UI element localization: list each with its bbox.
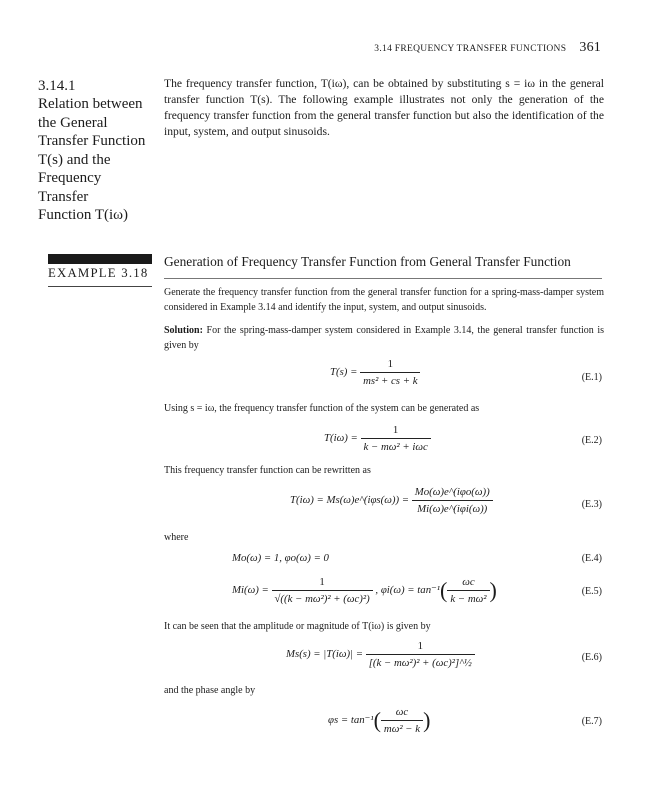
example-statement: Generate the frequency transfer function from the general transfer function for a spring-mass-damper system considered in Example 3.14 and identify the input, system, and output sinusoids.	[164, 287, 604, 313]
fraction-denominator: Mi(ω)e^(iφi(ω))	[412, 500, 493, 515]
fraction-denominator: k − mω²	[447, 590, 489, 605]
example-divider	[48, 286, 152, 287]
equation-tag: (E.7)	[581, 716, 602, 727]
equation-lhs: φs = tan⁻¹	[328, 713, 374, 726]
equation-e2	[324, 424, 431, 453]
equation-tag: (E.6)	[581, 652, 602, 663]
equation-tag: (E.1)	[581, 372, 602, 383]
fraction	[361, 424, 431, 453]
equation-e7: φs = tan⁻¹( $\frac{\omega c}{\text{mω² − k}}$ )	[328, 706, 431, 735]
equation-rhs: , φi(ω) = tan⁻¹	[375, 583, 441, 596]
equation-lhs: Mi(ω) =	[232, 583, 269, 596]
example-title: Generation of Frequency Transfer Function from General Transfer Function	[164, 254, 571, 269]
equation-e3	[290, 486, 493, 515]
section-title-line: Transfer	[38, 188, 89, 205]
section-title-line: the General	[38, 114, 108, 131]
equation-tag: (E.5)	[581, 586, 602, 597]
fraction	[381, 706, 423, 735]
text-phase: and the phase angle by	[164, 685, 256, 696]
section-intro: The frequency transfer function, T(iω), can be obtained by substituting s = iω in the general transfer function T(s). The following example illustrates not only the generation of the frequency transfer function from the general transfer function but also the identification of the input, system, and output sinusoids.	[164, 77, 604, 138]
equation-tag: (E.3)	[581, 499, 602, 510]
page-number: 361	[579, 40, 601, 55]
fraction-numerator: 1	[387, 358, 393, 370]
fraction-denominator: [(k − mω²)² + (ωc)²]^½	[366, 654, 475, 669]
fraction	[272, 576, 373, 605]
fraction	[360, 358, 420, 387]
running-title: 3.14 FREQUENCY TRANSFER FUNCTIONS	[374, 44, 567, 54]
text-where: where	[164, 532, 189, 543]
fraction-denominator: k − mω² + iωc	[361, 438, 431, 453]
example-bar	[48, 254, 152, 264]
running-header	[374, 40, 601, 56]
fraction-numerator: 1	[319, 576, 325, 588]
fraction	[366, 640, 475, 669]
fraction-denominator: mω² − k	[381, 720, 423, 735]
text-amplitude: It can be seen that the amplitude or magnitude of T(iω) is given by	[164, 621, 431, 632]
fraction-numerator: 1	[417, 640, 423, 652]
equation-lhs: T(s) =	[330, 365, 358, 378]
section-title-line: Transfer Function	[38, 133, 146, 149]
fraction-denominator: √((k − mω²)² + (ωc)²)	[272, 590, 373, 605]
example-label: EXAMPLE 3.18	[48, 266, 149, 280]
text-rewrite: This frequency transfer function can be rewritten as	[164, 465, 371, 476]
fraction-denominator: ms² + cs + k	[360, 372, 420, 387]
section-title	[38, 95, 158, 225]
fraction-numerator: 1	[392, 424, 399, 436]
section-title-line: Function T(iω)	[38, 207, 129, 223]
fraction-numerator: ωc	[462, 576, 475, 588]
equation-tag: (E.4)	[581, 553, 602, 564]
fraction-numerator: ωc	[395, 706, 409, 718]
section-title-line: Frequency	[38, 170, 102, 186]
equation-e1	[330, 358, 420, 387]
section-title-line: T(s) and the	[38, 151, 111, 168]
fraction-numerator: Mo(ω)e^(iφo(ω))	[414, 486, 490, 498]
equation-lhs: T(iω) = Ms(ω)e^(iφs(ω)) =	[290, 493, 410, 506]
example-title-rule	[164, 278, 602, 279]
equation-e4: Mo(ω) = 1, φo(ω) = 0	[232, 552, 329, 564]
fraction	[412, 486, 493, 515]
section-title-line: Relation between	[38, 96, 143, 112]
equation-lhs: Ms(s) = |T(iω)| =	[286, 647, 364, 660]
solution-text: For the spring-mass-damper system considered in Example 3.14, the general transfer function is given by	[164, 325, 605, 351]
equation-lhs: T(iω) =	[324, 431, 358, 444]
solution-paragraph	[164, 324, 604, 353]
equation-e6	[286, 640, 475, 669]
fraction	[447, 576, 489, 605]
text-using: Using s = iω, the frequency transfer function of the system can be generated as	[164, 403, 480, 414]
equation-tag: (E.2)	[581, 435, 602, 446]
solution-label: Solution:	[164, 325, 203, 336]
equation-e5: Mi(ω) = $\frac{1}{\text{√((k − mω²)² + (ωc)²)}}$ , φi(ω) = tan⁻¹( $\frac{\omega c}{\text{k − mω²}}$ )	[232, 576, 497, 605]
section-number: 3.14.1	[38, 78, 76, 94]
